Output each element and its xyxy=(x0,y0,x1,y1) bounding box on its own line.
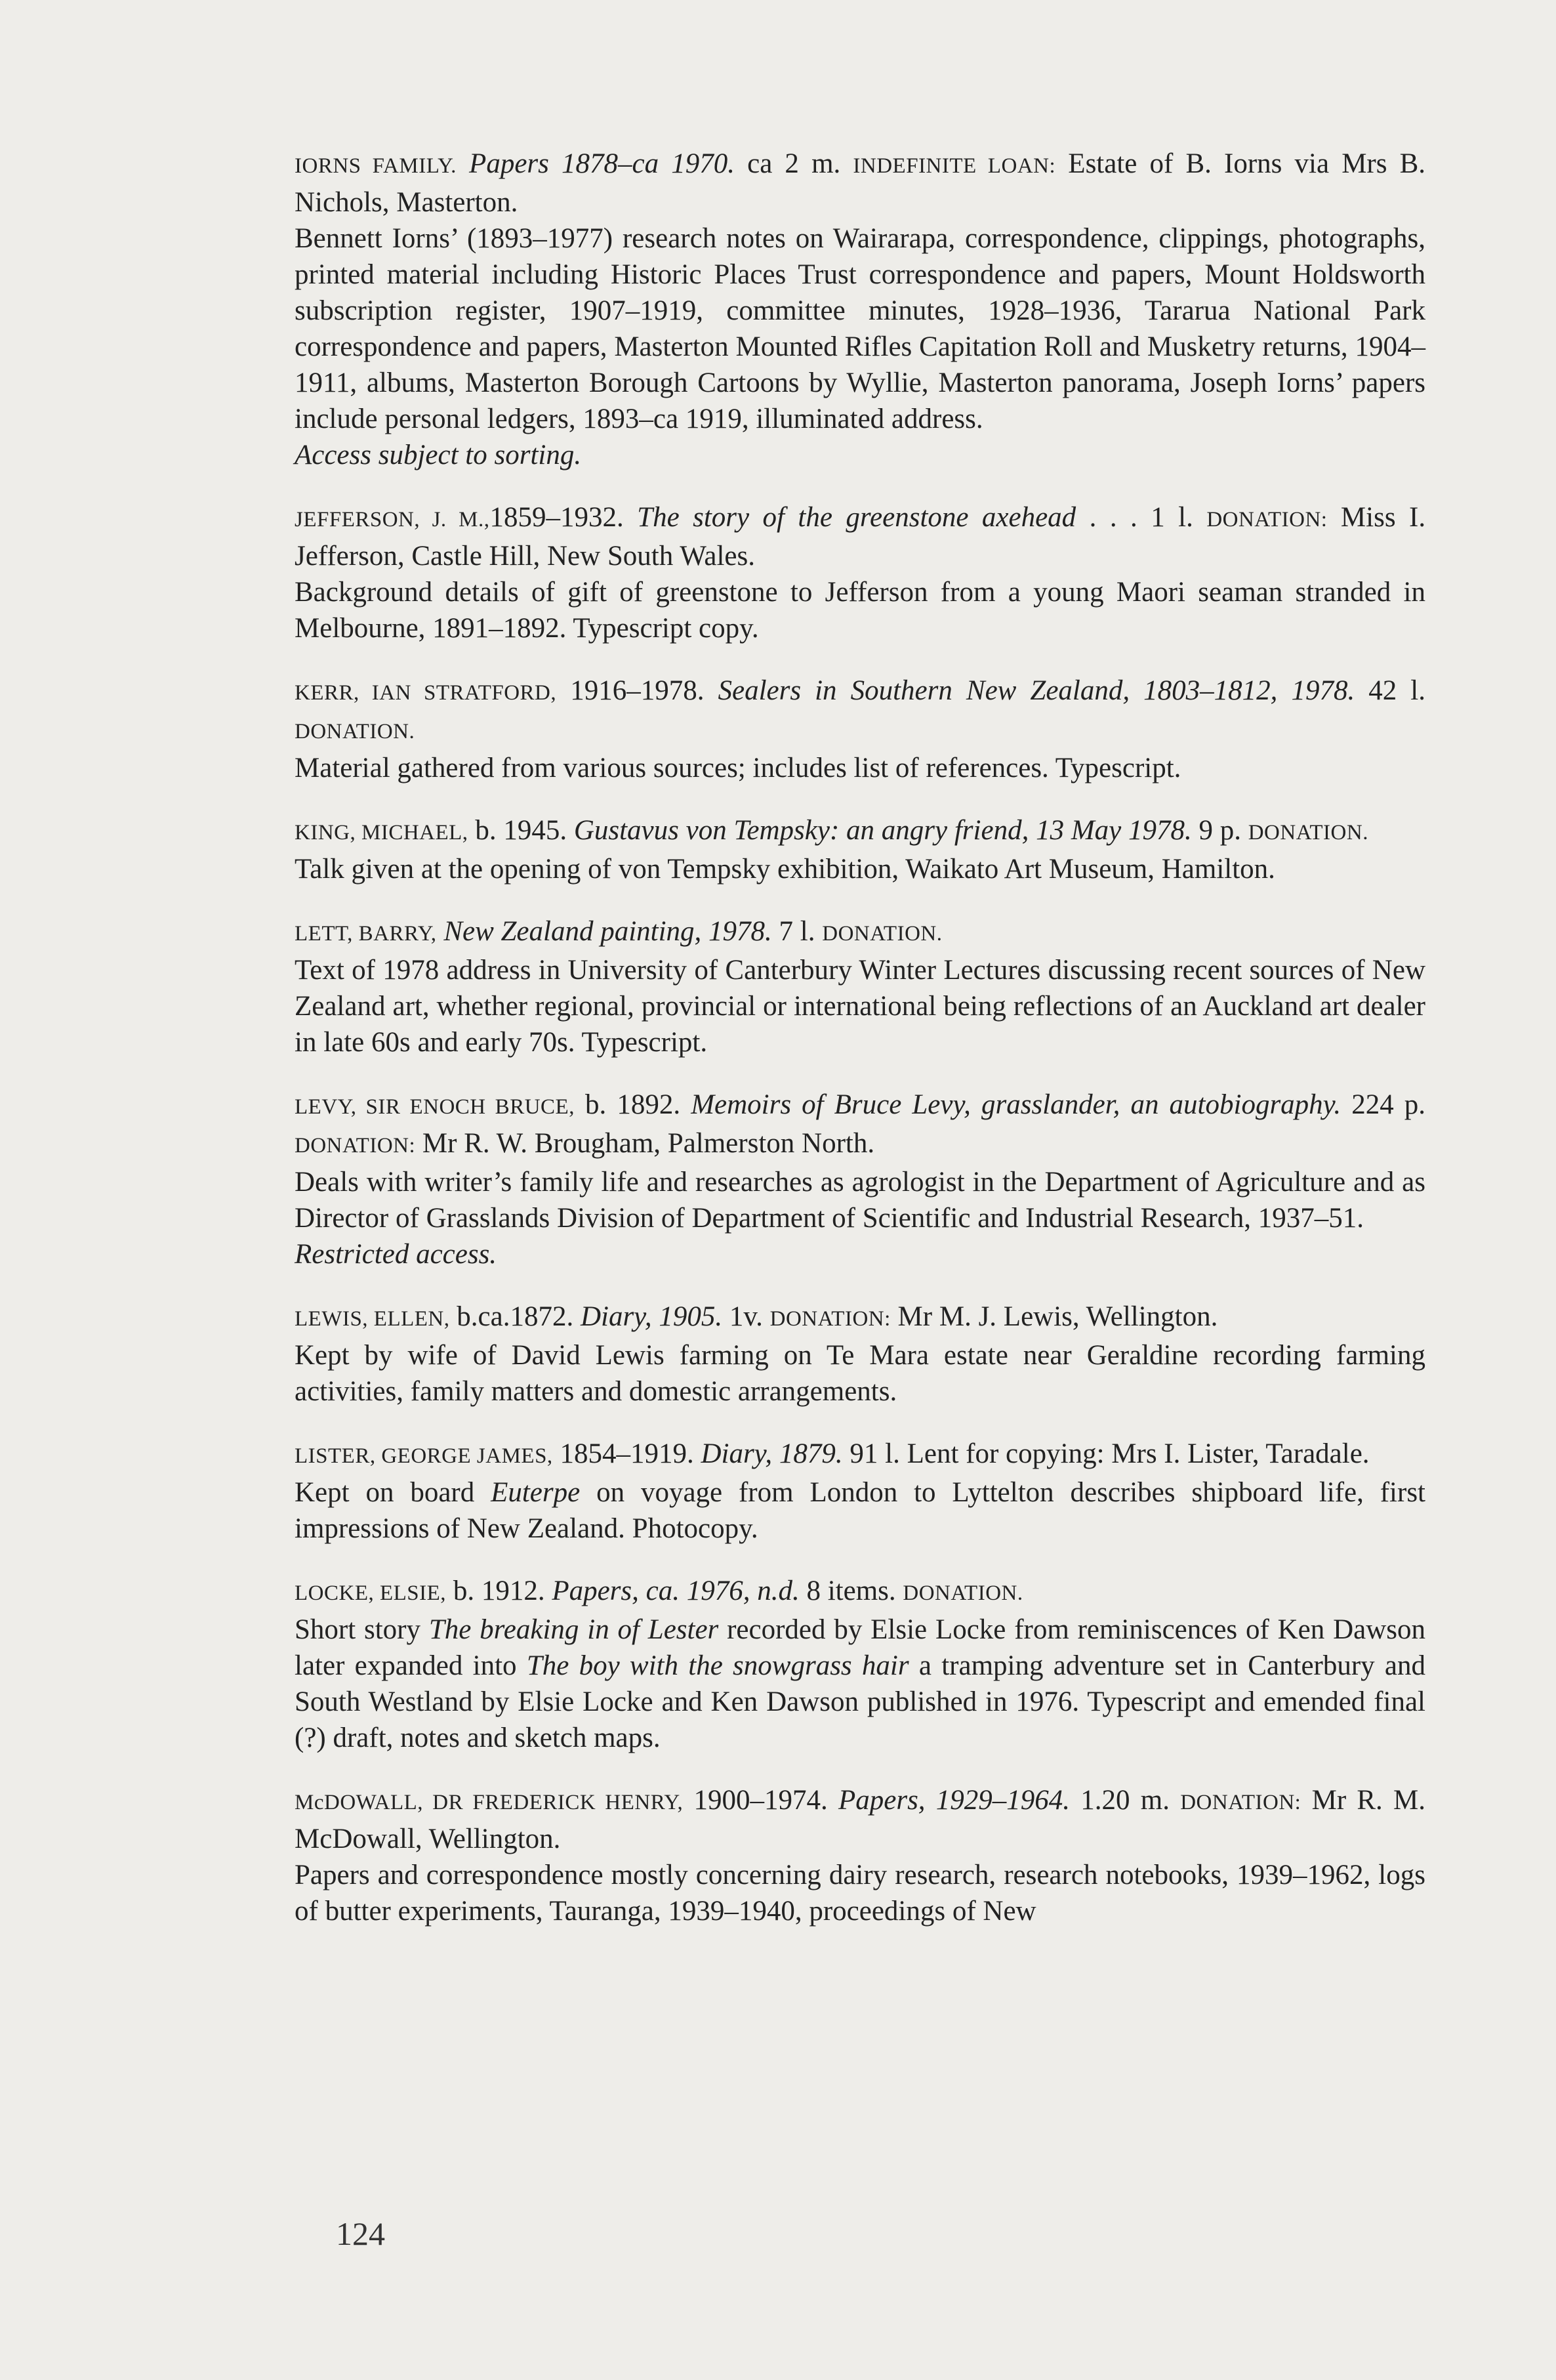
entry-dates: b. 1892. xyxy=(585,1089,681,1120)
catalogue-entry xyxy=(295,673,1425,786)
entry-description-work: The breaking in of Lester xyxy=(428,1614,719,1645)
entry-description-text: on voyage from London to Lyttelton describes shipboard life, first impressions of New Zealand. Photocopy. xyxy=(295,1477,1425,1544)
entry-description: Material gathered from various sources; includes list of references. Typescript. xyxy=(295,753,1181,783)
entry-title: Diary, 1879. xyxy=(701,1438,843,1469)
entry-extent: 1.20 m. xyxy=(1080,1785,1170,1816)
entry-description: Text of 1978 address in University of Canterbury Winter Lectures discussing recent sources of New Zealand art, whether regional, provincial or international being reflections of an Auckland art dealer in late 60s and early 70s. Typescript. xyxy=(295,955,1425,1058)
entry-heading xyxy=(295,673,1425,750)
catalogue-entry xyxy=(295,1436,1425,1547)
catalogue-entry xyxy=(295,1087,1425,1272)
catalogue-entry xyxy=(295,499,1425,646)
entry-dates: b. 1945. xyxy=(475,815,567,846)
entry-heading xyxy=(295,1782,1425,1857)
entry-title: Gustavus von Tempsky: an angry friend, 13 May 1978. xyxy=(573,815,1192,846)
entry-source: Miss I. Jefferson, Castle Hill, New South Wales. xyxy=(295,502,1426,572)
entry-source: Mr R. M. McDowall, Wellington. xyxy=(295,1785,1426,1854)
entry-access-note: Access subject to sorting. xyxy=(295,440,582,470)
entry-dates: b. 1912. xyxy=(453,1576,545,1606)
catalogue-entry xyxy=(295,812,1425,887)
entry-description: Kept by wife of David Lewis farming on Te Mara estate near Geraldine recording farming activities, family matters and domestic arrangements. xyxy=(295,1340,1425,1407)
entry-description: Papers and correspondence mostly concerning dairy research, research notebooks, 1939–1962, logs of butter experiments, Tauranga, 1939–1940, proceedings of New xyxy=(295,1860,1425,1927)
entry-description: Bennett Iorns’ (1893–1977) research notes on Wairarapa, correspondence, clippings, photographs, printed material including Historic Places Trust correspondence and papers, Mount Holdsworth subscription register, 1907–1919, committee minutes, 1928–1936, Tararua National Park correspondence and papers, Masterton Mounted Rifles Capitation Roll and Musketry returns, 1904–1911, albums, Masterton Borough Cartoons by Wyllie, Masterton panorama, Joseph Iorns’ papers include personal ledgers, 1893–ca 1919, illuminated address. xyxy=(295,223,1425,434)
entry-name: LOCKE, ELSIE, xyxy=(295,1581,447,1605)
entry-source: Estate of B. Iorns via Mrs B. Nichols, Masterton. xyxy=(295,148,1426,218)
catalogue-entry xyxy=(295,1782,1425,1929)
entry-description-work: The boy with the snowgrass hair xyxy=(526,1650,909,1681)
entry-heading xyxy=(295,1299,1425,1337)
entry-name: KING, MICHAEL, xyxy=(295,821,468,845)
entry-name: KERR, IAN STRATFORD, xyxy=(295,681,557,705)
entry-title: Papers, ca. 1976, n.d. xyxy=(552,1576,800,1606)
entry-name: IORNS FAMILY. xyxy=(295,154,457,178)
entry-description xyxy=(295,1612,1425,1756)
entry-extent: 9 p. xyxy=(1198,815,1241,846)
entry-description-text: recorded by Elsie Locke from reminiscences of Ken Dawson later expanded into xyxy=(295,1614,1426,1681)
entry-name: LEWIS, ELLEN, xyxy=(295,1307,450,1331)
entry-title: Memoirs of Bruce Levy, grasslander, an autobiography. xyxy=(691,1089,1341,1120)
entry-description: Background details of gift of greenstone to Jefferson from a young Maori seaman stranded in Melbourne, 1891–1892. Typescript copy. xyxy=(295,577,1425,644)
entry-heading xyxy=(295,913,1425,952)
entry-source-label: DONATION: xyxy=(1180,1791,1301,1814)
entry-name: JEFFERSON, J. M., xyxy=(295,508,490,532)
entry-source: Mrs I. Lister, Taradale. xyxy=(1111,1438,1370,1469)
entry-extent: 7 l. xyxy=(779,916,815,947)
entry-dates: 1916–1978. xyxy=(570,675,705,706)
entry-title: The story of the greenstone axehead xyxy=(637,502,1076,533)
entry-name: LEVY, SIR ENOCH BRUCE, xyxy=(295,1095,575,1119)
entry-source-label: DONATION: xyxy=(769,1307,891,1331)
entry-source-label: DONATION. xyxy=(822,922,943,946)
page-number: 124 xyxy=(336,2215,385,2252)
entry-heading xyxy=(295,1573,1425,1612)
entry-extent: 91 l. xyxy=(850,1438,900,1469)
entry-description: Deals with writer’s family life and researches as agrologist in the Department of Agriculture and as Director of Grasslands Division of Department of Scientific and Industrial Research, 1937–51. xyxy=(295,1167,1425,1234)
entry-dates: 1859–1932. xyxy=(489,502,624,533)
entry-source-label: DONATION. xyxy=(1248,821,1368,845)
catalogue-entries xyxy=(295,146,1425,1955)
entry-title: Diary, 1905. xyxy=(580,1301,723,1332)
entry-description-ship: Euterpe xyxy=(491,1477,581,1508)
entry-source: Mr M. J. Lewis, Wellington. xyxy=(897,1301,1218,1332)
catalogue-entry xyxy=(295,1573,1425,1756)
entry-title: Papers 1878–ca 1970. xyxy=(469,148,735,179)
entry-heading xyxy=(295,1087,1425,1164)
entry-extent: 42 l. xyxy=(1368,675,1425,706)
entry-extent: 8 items. xyxy=(806,1576,896,1606)
catalogue-entry xyxy=(295,146,1425,473)
entry-extent: 1v. xyxy=(729,1301,763,1332)
entry-heading xyxy=(295,1436,1425,1474)
entry-heading xyxy=(295,499,1425,574)
entry-access-note: Restricted access. xyxy=(295,1239,497,1270)
catalogue-entry xyxy=(295,913,1425,1060)
entry-name: LISTER, GEORGE JAMES, xyxy=(295,1444,553,1468)
entry-title: Papers, 1929–1964. xyxy=(838,1785,1071,1816)
entry-source: Mr R. W. Brougham, Palmerston North. xyxy=(422,1128,875,1159)
entry-title: New Zealand painting, 1978. xyxy=(443,916,772,947)
entry-title: Sealers in Southern New Zealand, 1803–1812, 1978. xyxy=(718,675,1355,706)
entry-extent: . . . 1 l. xyxy=(1089,502,1193,533)
entry-description-text: Short story xyxy=(295,1614,421,1645)
catalogue-entry xyxy=(295,1299,1425,1409)
entry-extent: 224 p. xyxy=(1351,1089,1426,1120)
entry-description-text: Kept on board xyxy=(295,1477,475,1508)
entry-source-label: DONATION: xyxy=(1206,508,1328,532)
entry-heading xyxy=(295,146,1425,220)
entry-source-label: DONATION. xyxy=(903,1581,1023,1605)
entry-description xyxy=(295,1474,1425,1547)
entry-dates: 1900–1974. xyxy=(693,1785,828,1816)
entry-dates: b.ca.1872. xyxy=(457,1301,574,1332)
entry-description: Talk given at the opening of von Tempsky exhibition, Waikato Art Museum, Hamilton. xyxy=(295,854,1275,885)
entry-name: McDOWALL, DR FREDERICK HENRY, xyxy=(295,1791,684,1814)
entry-source-label: Lent for copying: xyxy=(907,1438,1105,1469)
entry-extent: ca 2 m. xyxy=(747,148,841,179)
entry-description-text: a tramping adventure set in Canterbury and South Westland by Elsie Locke and Ken Dawson published in 1976. Typescript and emended final (?) draft, notes and sketch maps. xyxy=(295,1650,1426,1753)
entry-source-label: INDEFINITE LOAN: xyxy=(853,154,1056,178)
entry-heading xyxy=(295,812,1425,851)
entry-name: LETT, BARRY, xyxy=(295,922,437,946)
entry-dates: 1854–1919. xyxy=(560,1438,694,1469)
entry-source-label: DONATION: xyxy=(295,1134,416,1158)
entry-source-label: DONATION. xyxy=(295,720,415,743)
